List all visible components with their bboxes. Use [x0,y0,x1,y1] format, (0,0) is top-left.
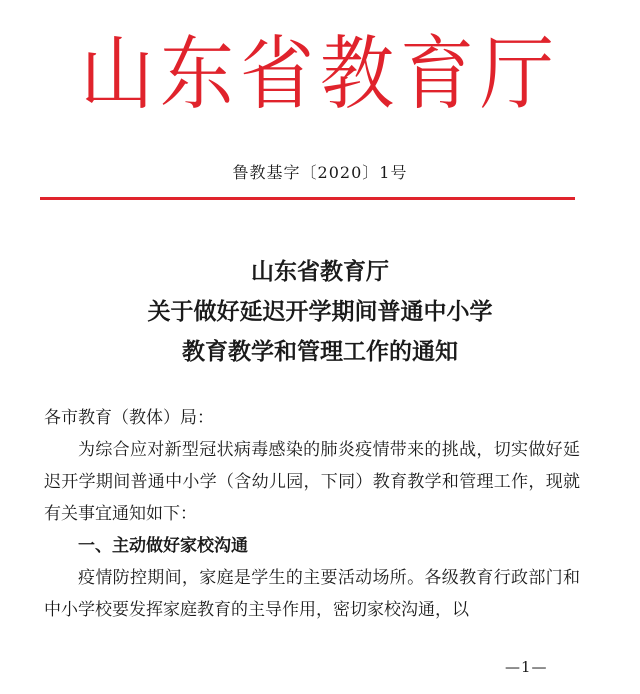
document-body [44,402,580,626]
masthead [0,22,640,121]
paragraph-intro: 为综合应对新型冠状病毒感染的肺炎疫情带来的挑战，切实做好延迟开学期间普通中小学（含幼儿园，下同）教育教学和管理工作，现就有关事宜通知如下： [44,440,580,524]
document-number: 鲁教基字〔2020〕1号 [232,163,408,182]
page-number: —1— [505,658,548,676]
red-divider-line [40,197,575,200]
masthead-title: 山东省教育厅 [80,28,560,121]
title-line-2: 关于做好延迟开学期间普通中小学 [147,299,493,325]
section-heading-1: 一、主动做好家校沟通 [78,536,248,556]
salutation: 各市教育（教体）局： [44,408,214,428]
paragraph-section-1: 疫情防控期间，家庭是学生的主要活动场所。各级教育行政部门和中小学校要发挥家庭教育的主导作用，密切家校沟通，以 [44,568,580,620]
title-line-3: 教育教学和管理工作的通知 [182,339,458,365]
document-title [0,252,640,372]
title-line-1: 山东省教育厅 [251,259,389,285]
